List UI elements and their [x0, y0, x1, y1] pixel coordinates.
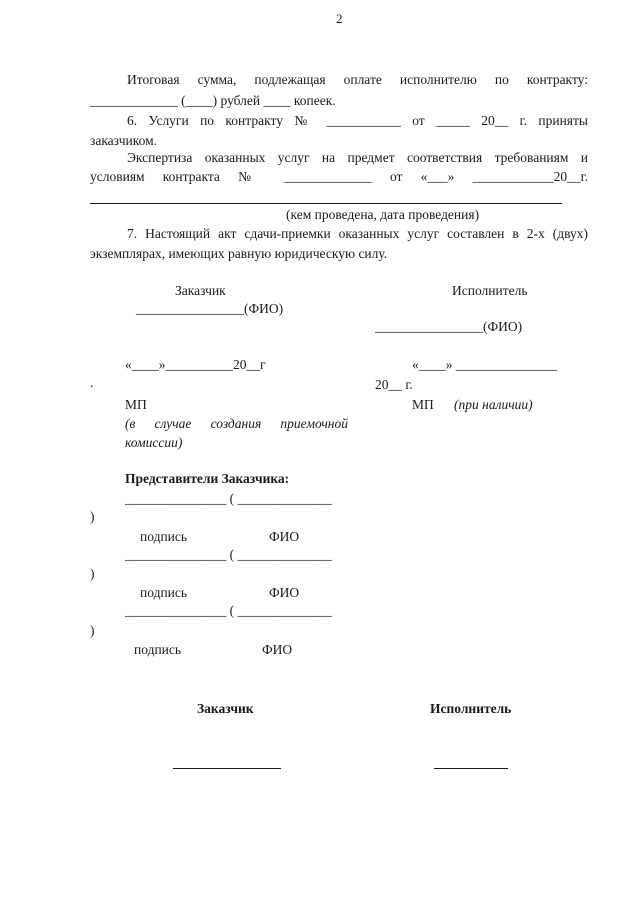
para6-line-1: 6. Услуги по контракту № ___________ от _____ 20__ г. приняты: [127, 113, 588, 128]
customer-title: Заказчик: [175, 283, 226, 298]
executor-year-line: 20__ г.: [375, 377, 413, 392]
expertise-caption: (кем проведена, дата проведения): [286, 207, 480, 222]
rep-close-paren: ): [90, 509, 95, 524]
customer-note-line-1: (в случае создания приемочной: [125, 416, 348, 431]
customer-fio-line: ________________(ФИО): [136, 301, 284, 316]
expertise-line-1: Экспертиза оказанных услуг на предмет соответствия требованиям и: [127, 150, 588, 165]
rep-fio-label: ФИО: [269, 529, 300, 544]
executor-stamp: МП: [412, 397, 434, 412]
footer-customer-signature-line: [173, 768, 281, 769]
rep-fio-label: ФИО: [269, 585, 300, 600]
rep-sign-line: _______________ ( ______________: [125, 491, 332, 506]
rep-sign-label: подпись: [140, 529, 188, 544]
rep-sign-line: _______________ ( ______________: [125, 547, 332, 562]
executor-date-line: «____» _______________: [412, 357, 558, 372]
rep-fio-label: ФИО: [262, 642, 293, 657]
executor-title: Исполнитель: [452, 283, 528, 298]
para7-line-2: экземплярах, имеющих равную юридическую силу.: [90, 246, 388, 261]
rep-close-paren: ): [90, 623, 95, 638]
footer-executor-signature-line: [434, 768, 508, 769]
customer-note-line-2: комиссии): [125, 435, 183, 450]
rep-sign-label: подпись: [134, 642, 182, 657]
customer-date-line: «____»__________20__г: [125, 357, 266, 372]
para7-line-1: 7. Настоящий акт сдачи-приемки оказанных услуг составлен в 2-х (двух): [127, 226, 588, 241]
total-sum-line-2: _____________ (____) рублей ____ копеек.: [90, 93, 336, 108]
executor-fio-line: ________________(ФИО): [375, 319, 523, 334]
rep-sign-label: подпись: [140, 585, 188, 600]
total-sum-line-1: Итоговая сумма, подлежащая оплате исполнителю по контракту:: [127, 72, 588, 87]
rep-sign-line: _______________ ( ______________: [125, 603, 332, 618]
customer-stamp: МП: [125, 397, 147, 412]
rep-close-paren: ): [90, 566, 95, 581]
para6-line-2: заказчиком.: [90, 133, 158, 148]
customer-dot: .: [90, 375, 94, 390]
expertise-line-2: условиям контракта № _____________ от «___» ____________20__г.: [90, 169, 588, 184]
footer-customer-title: Заказчик: [197, 701, 254, 716]
representatives-heading: Представители Заказчика:: [125, 471, 290, 486]
footer-executor-title: Исполнитель: [430, 701, 512, 716]
page-number: 2: [336, 11, 343, 26]
expertise-blank-line: [90, 203, 562, 204]
executor-note: (при наличии): [454, 397, 533, 412]
